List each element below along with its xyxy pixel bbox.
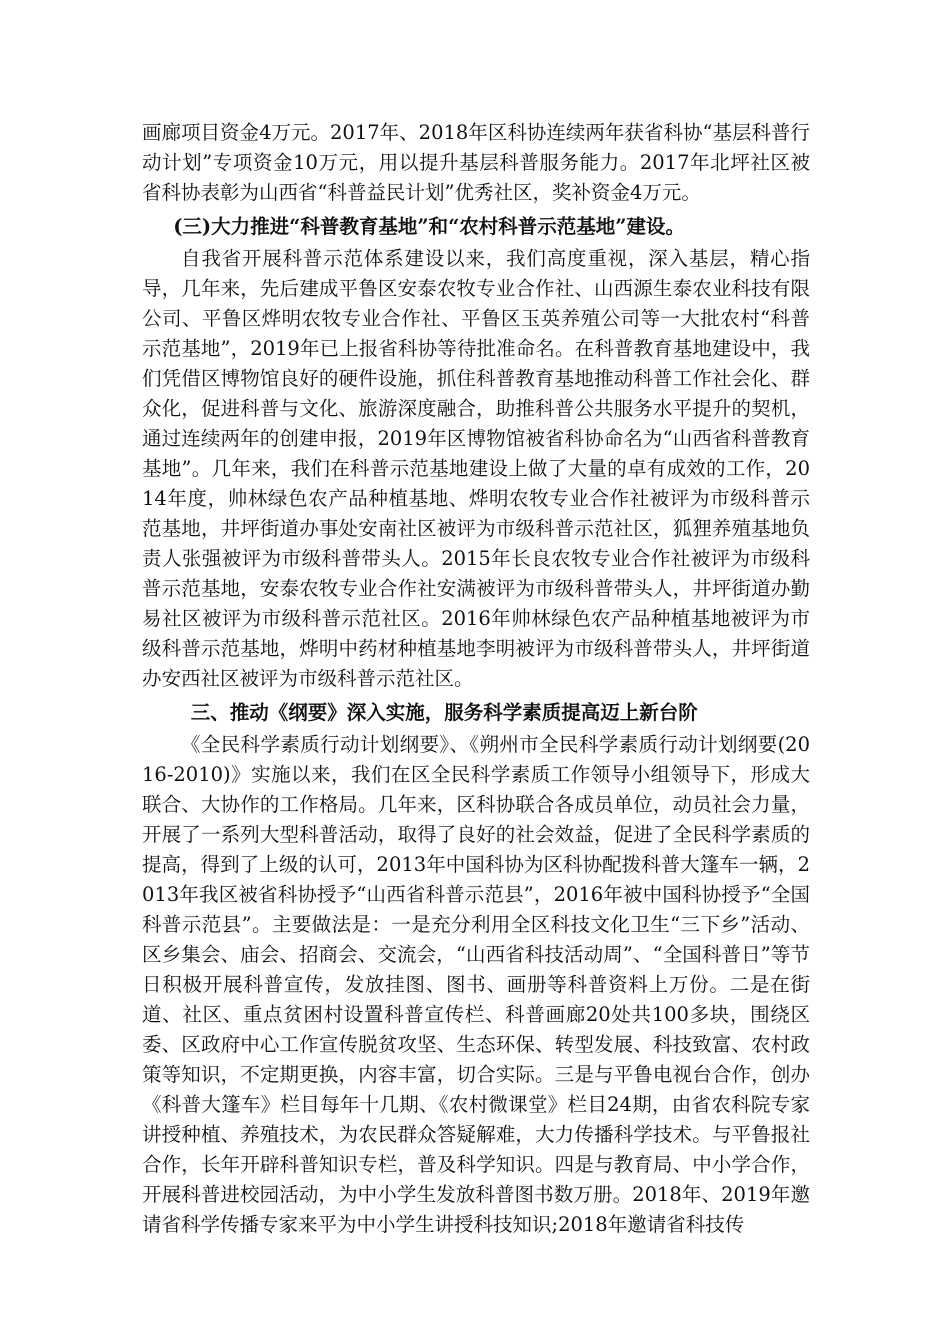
body-paragraph-continued: 画廊项目资金4万元。2017年、2018年区科协连续两年获省科协“基层科普行动计划”专项资金10万元，用以提升基层科普服务能力。2017年北坪社区被省科协表彰为山西省“科普益民计划”优秀社区，奖补资金4万元。 [142,121,810,204]
section-heading-3: (三)大力推进“科普教育基地”和“农村科普示范基地”建设。 [173,215,686,238]
body-paragraph: 《全民科学素质行动计划纲要》、《朔州市全民科学素质行动计划纲要(2016-2010)》实施以来，我们在区全民科学素质工作领导小组领导下，形成大联合、大协作的工作格局。几年来，区科协联合各成员单位，动员社会力量，开展了一系列大型科普活动，取得了良好的社会效益，促进了全民科学素质的提高，得到了上级的认可，2013年中国科协为区科协配拨科普大篷车一辆，2013年我区被省科协授予“山西省科普示范县”，2016年被中国科协授予“全国科普示范县”。主要做法是：一是充分利用全区科技文化卫生“三下乡”活动、区乡集会、庙会、招商会、交流会，“山西省科技活动周”、“全国科普日”等节日积极开展科普宣传，发放挂图、图书、画册等科普资料上万份。二是在街道、社区、重点贫困村设置科普宣传栏、科普画廊20处共100多块，围绕区委、区政府中心工作宣传脱贫攻坚、生态环保、转型发展、科技致富、农村政策等知识，不定期更换，内容丰富，切合实际。三是与平鲁电视台合作，创办《科普大篷车》栏目每年十几期、《农村微课堂》栏目24期，由省农科院专家讲授种植、养殖技术，为农民群众答疑解难，大力传播科学技术。与平鲁报社合作，长年开辟科普知识专栏，普及科学知识。四是与教育局、中小学合作，开展科普进校园活动，为中小学生发放科普图书数万册。2018年、2019年邀请省科学传播专家来平为中小学生讲授科技知识;2018年邀请省科技传 [142,733,810,1236]
section-heading-2: 三、推动《纲要》深入实施，服务科学素质提高迈上新台阶 [190,701,698,724]
document-page [142,118,810,1240]
body-paragraph: 自我省开展科普示范体系建设以来，我们高度重视，深入基层，精心指导，几年来，先后建成平鲁区安泰农牧专业合作社、山西源生泰农业科技有限公司、平鲁区烨明农牧专业合作社、平鲁区玉英养殖公司等一大批农村“科普示范基地”，2019年已上报省科协等待批准命名。在科普教育基地建设中，我们凭借区博物馆良好的硬件设施，抓住科普教育基地推动科普工作社会化、群众化，促进科普与文化、旅游深度融合，助推科普公共服务水平提升的契机，通过连续两年的创建申报，2019年区博物馆被省科协命名为“山西省科普教育基地”。几年来，我们在科普示范基地建设上做了大量的卓有成效的工作，2014年度，帅林绿色农产品种植基地、烨明农牧专业合作社被评为市级科普示范基地，井坪街道办事处安南社区被评为市级科普示范社区，狐狸养殖基地负责人张强被评为市级科普带头人。2015年长良农牧专业合作社被评为市级科普示范基地，安泰农牧专业合作社安满被评为市级科普带头人，井坪街道办勤易社区被评为市级科普示范社区。2016年帅林绿色农产品种植基地被评为市级科普示范基地，烨明中药材种植基地李明被评为市级科普带头人，井坪街道办安西社区被评为市级科普示范社区。 [142,247,810,690]
